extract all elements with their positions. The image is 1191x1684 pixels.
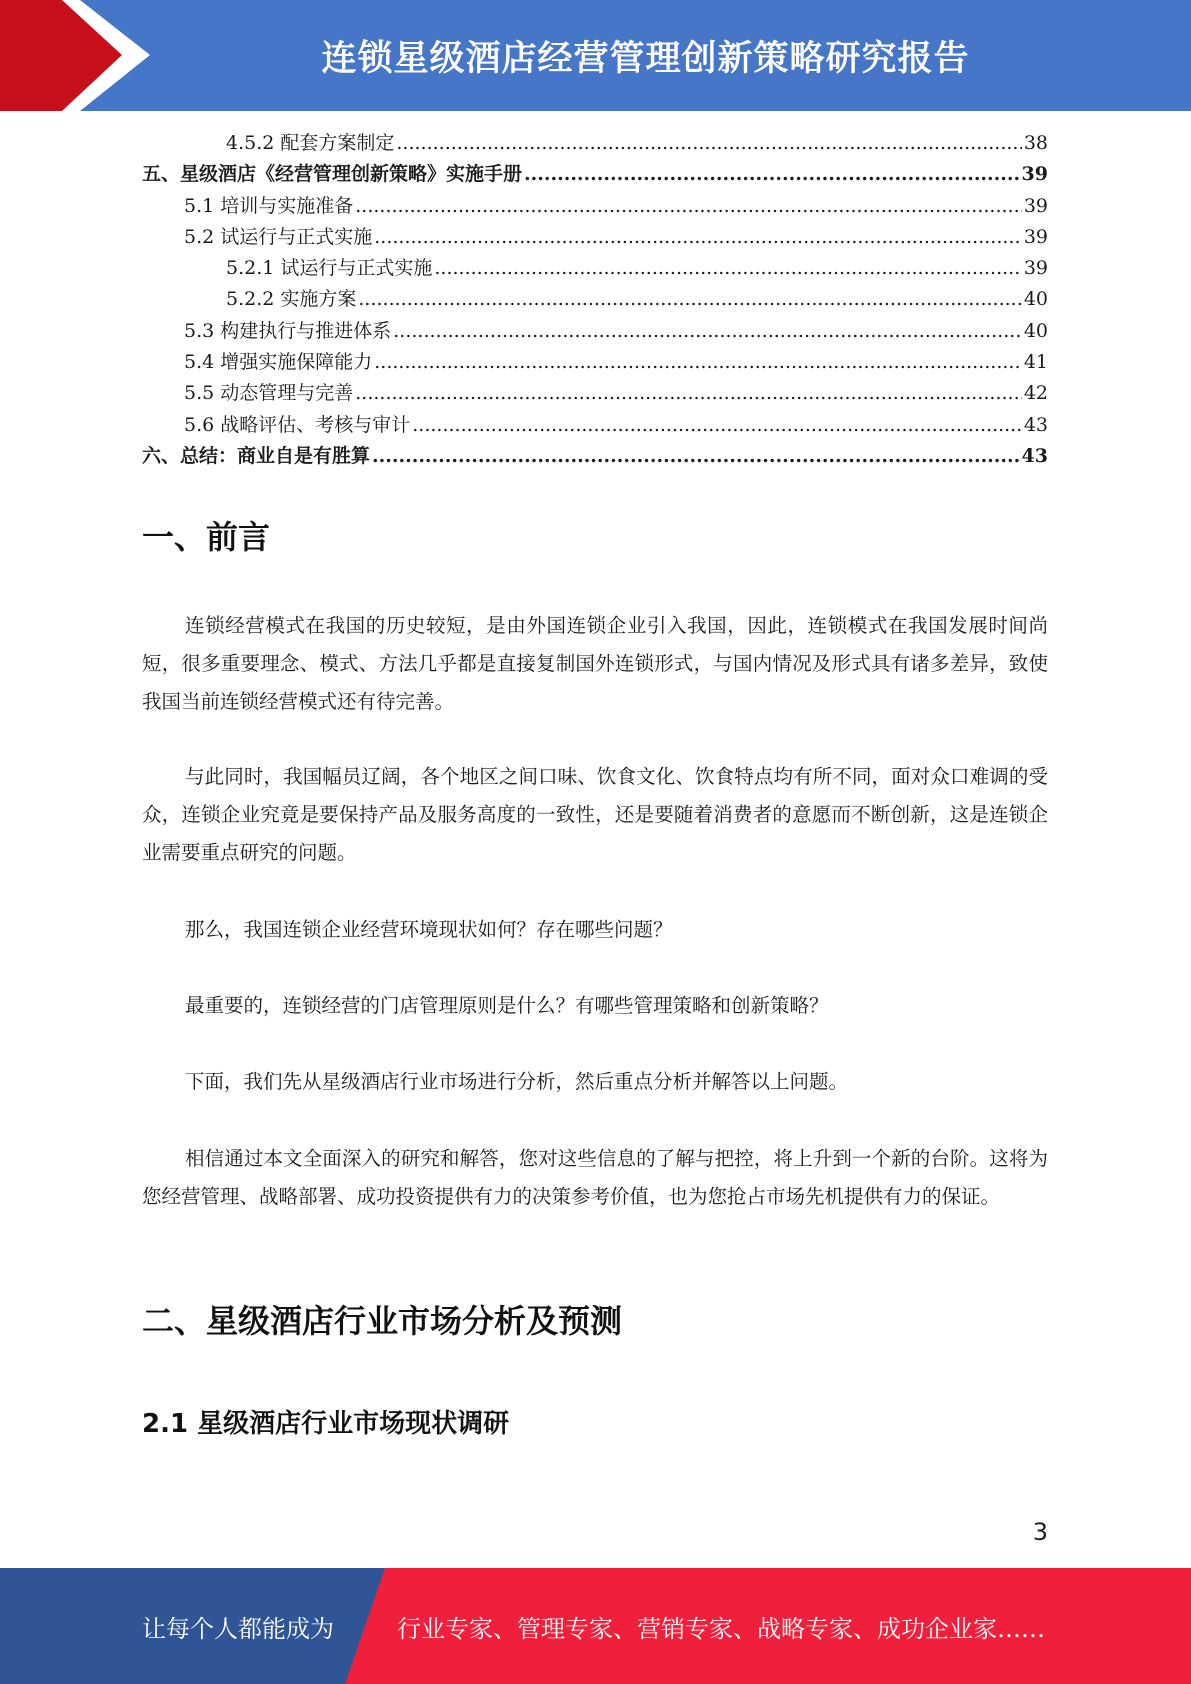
footer-banner <box>0 1568 1191 1684</box>
toc-entry-page: 43 <box>1021 444 1048 467</box>
toc-entry[interactable] <box>142 222 1048 253</box>
footer-slogan-right: 行业专家、管理专家、营销专家、战略专家、成功企业家…… <box>397 1614 1045 1643</box>
toc-leader-dots <box>393 320 1022 342</box>
toc-entry-page: 39 <box>1021 163 1048 186</box>
subsection-heading: 2.1 星级酒店行业市场现状调研 <box>142 1409 510 1439</box>
toc-entry-title: 5.4 增强实施保障能力 <box>184 351 373 374</box>
toc-leader-dots <box>374 226 1022 248</box>
toc-entry[interactable] <box>142 441 1048 472</box>
toc-entry-title: 5.6 战略评估、考核与审计 <box>184 413 411 436</box>
toc-entry-page: 38 <box>1023 132 1048 154</box>
toc-entry-title: 5.2.1 试运行与正式实施 <box>226 257 433 280</box>
toc-entry[interactable] <box>142 284 1048 315</box>
toc-entry-title: 六、总结：商业自是有胜算 <box>142 444 371 467</box>
toc-entry[interactable] <box>142 378 1048 409</box>
section-heading-market-analysis: 二、星级酒店行业市场分析及预测 <box>142 1302 623 1340</box>
toc-entry-page: 39 <box>1023 194 1048 217</box>
toc-leader-dots <box>524 163 1020 185</box>
section-heading-preface: 一、前言 <box>142 518 271 556</box>
toc-leader-dots <box>412 414 1022 436</box>
toc-entry[interactable] <box>142 410 1048 441</box>
toc-entry-page: 39 <box>1023 225 1048 248</box>
toc-leader-dots <box>374 351 1022 373</box>
toc-leader-dots <box>372 445 1020 467</box>
toc-leader-dots <box>355 382 1022 404</box>
toc-leader-dots <box>396 132 1021 154</box>
toc-entry-page: 40 <box>1023 288 1048 311</box>
toc-entry-title: 5.2.2 实施方案 <box>226 288 357 311</box>
toc-entry[interactable] <box>142 159 1048 190</box>
toc-entry[interactable] <box>142 253 1048 284</box>
toc-entry-title: 5.3 构建执行与推进体系 <box>184 319 392 342</box>
paragraph: 相信通过本文全面深入的研究和解答，您对这些信息的了解与把控，将上升到一个新的台阶。这将为您经营管理、战略部署、成功投资提供有力的决策参考价值，也为您抢占市场先机提供有力的保证。 <box>142 1147 1048 1208</box>
page-number: 3 <box>1032 1518 1048 1546</box>
toc-entry[interactable] <box>142 316 1048 347</box>
toc-entry-title: 5.5 动态管理与完善 <box>184 382 354 405</box>
toc-leader-dots <box>358 288 1021 310</box>
toc-entry-page: 42 <box>1023 382 1048 405</box>
paragraph: 那么，我国连锁企业经营环境现状如何？存在哪些问题？ <box>185 918 673 941</box>
paragraph: 连锁经营模式在我国的历史较短，是由外国连锁企业引入我国，因此，连锁模式在我国发展时间尚短，很多重要理念、模式、方法几乎都是直接复制国外连锁形式，与国内情况及形式具有诸多差异，致使我国当前连锁经营模式还有待完善。 <box>142 614 1048 713</box>
toc-entry[interactable] <box>142 347 1048 378</box>
toc-leader-dots <box>434 257 1021 279</box>
toc-entry-page: 41 <box>1023 351 1048 374</box>
footer-slogan-left: 让每个人都能成为 <box>142 1614 334 1643</box>
toc-entry-title: 4.5.2 配套方案制定 <box>226 132 395 154</box>
toc-entry-title: 5.2 试运行与正式实施 <box>184 225 373 248</box>
toc-entry[interactable] <box>142 191 1048 222</box>
paragraph: 与此同时，我国幅员辽阔，各个地区之间口味、饮食文化、饮食特点均有所不同，面对众口难调的受众，连锁企业究竟是要保持产品及服务高度的一致性，还是要随着消费者的意愿而不断创新，这是连锁企业需要重点研究的问题。 <box>142 765 1048 864</box>
toc-leader-dots <box>355 195 1022 217</box>
paragraph: 最重要的，连锁经营的门店管理原则是什么？有哪些管理策略和创新策略？ <box>185 994 829 1017</box>
toc-entry-title: 五、星级酒店《经营管理创新策略》实施手册 <box>142 163 523 186</box>
table-of-contents <box>142 128 1048 472</box>
header-banner <box>0 0 1191 111</box>
toc-entry-title: 5.1 培训与实施准备 <box>184 194 354 217</box>
report-title: 连锁星级酒店经营管理创新策略研究报告 <box>321 38 970 79</box>
toc-entry-page: 40 <box>1023 319 1048 342</box>
toc-entry-page: 39 <box>1023 257 1048 280</box>
toc-entry[interactable] <box>142 128 1048 159</box>
toc-entry-page: 43 <box>1023 413 1048 436</box>
paragraph: 下面，我们先从星级酒店行业市场进行分析，然后重点分析并解答以上问题。 <box>185 1070 849 1093</box>
